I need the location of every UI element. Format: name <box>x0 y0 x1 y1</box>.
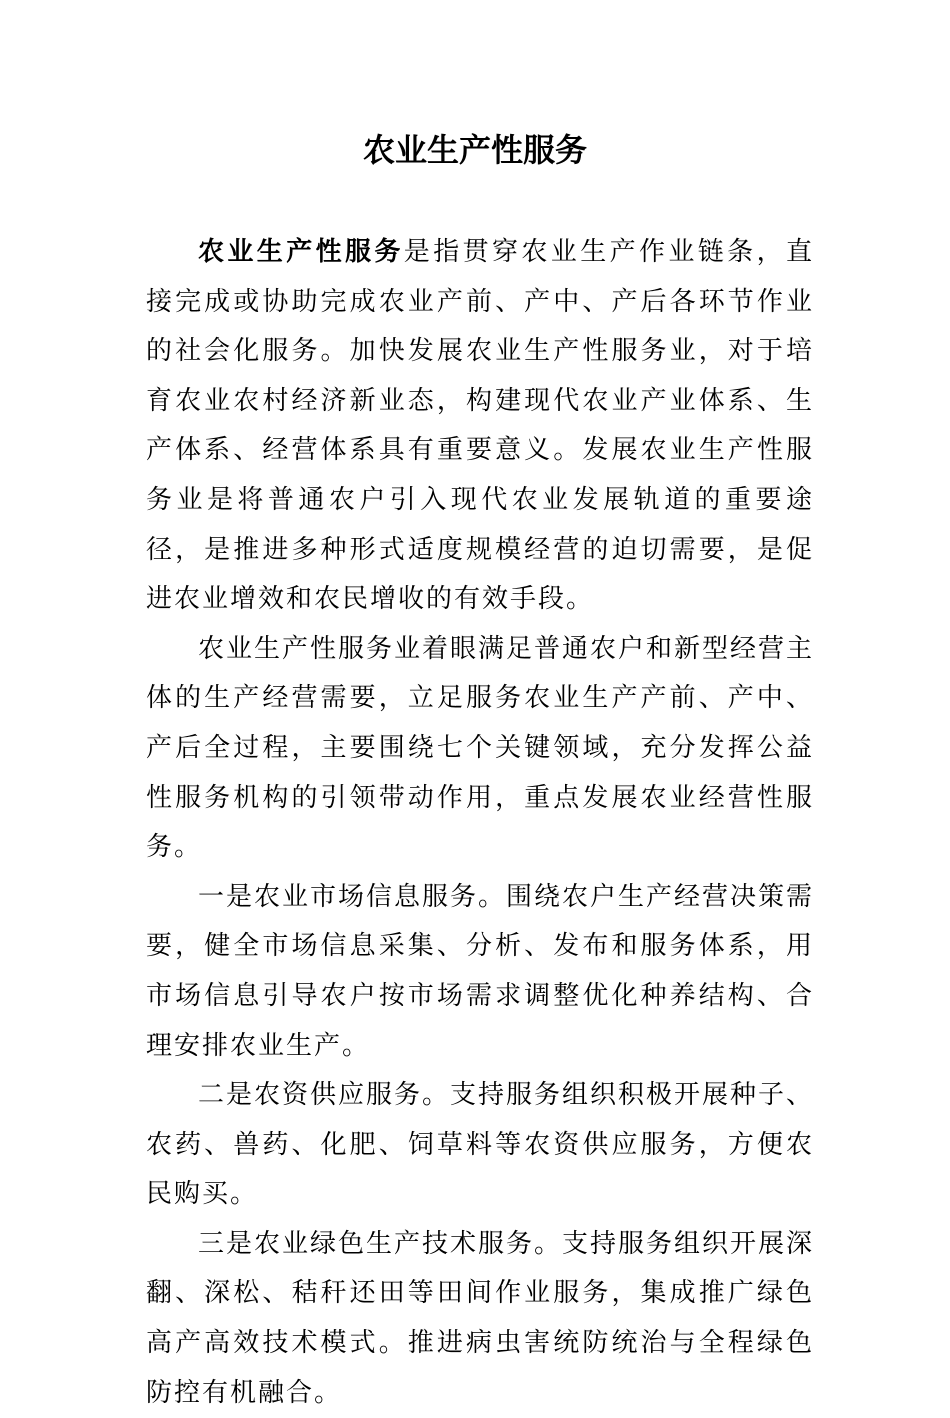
paragraph-overview: 农业生产性服务业着眼满足普通农户和新型经营主体的生产经营需要，立足服务农业生产产前、产中、产后全过程，主要围绕七个关键领域，充分发挥公益性服务机构的引领带动作用，重点发展农业经营性服务。 <box>146 633 815 863</box>
document-title: 农业生产性服务 <box>362 131 587 169</box>
paragraph-text: 是指贯穿农业生产作业链条，直接完成或协助完成农业产前、产中、产后各环节作业的社会化服务。加快发展农业生产性服务业，对于培育农业农村经济新业态，构建现代农业产业体系、生产体系、经营体系具有重要意义。发展农业生产性服务业是将普通农户引入现代农业发展轨道的重要途径，是推进多种形式适度规模经营的迫切需要，是促进农业增效和农民增收的有效手段。 <box>146 237 814 615</box>
paragraph-item-2: 二是农资供应服务。支持服务组织积极开展种子、农药、兽药、化肥、饲草料等农资供应服务，方便农民购买。 <box>146 1080 815 1210</box>
paragraph-item-3: 三是农业绿色生产技术服务。支持服务组织开展深翻、深松、秸秆还田等田间作业服务，集成推广绿色高产高效技术模式。推进病虫害统防统治与全程绿色防控有机融合。 <box>146 1228 815 1408</box>
document-body <box>146 228 814 1418</box>
paragraph-item-1: 一是农业市场信息服务。围绕农户生产经营决策需要，健全市场信息采集、分析、发布和服务体系，用市场信息引导农户按市场需求调整优化种养结构、合理安排农业生产。 <box>146 881 815 1061</box>
paragraph-definition <box>146 228 814 625</box>
paragraph-lead-term: 农业生产性服务 <box>198 237 404 267</box>
